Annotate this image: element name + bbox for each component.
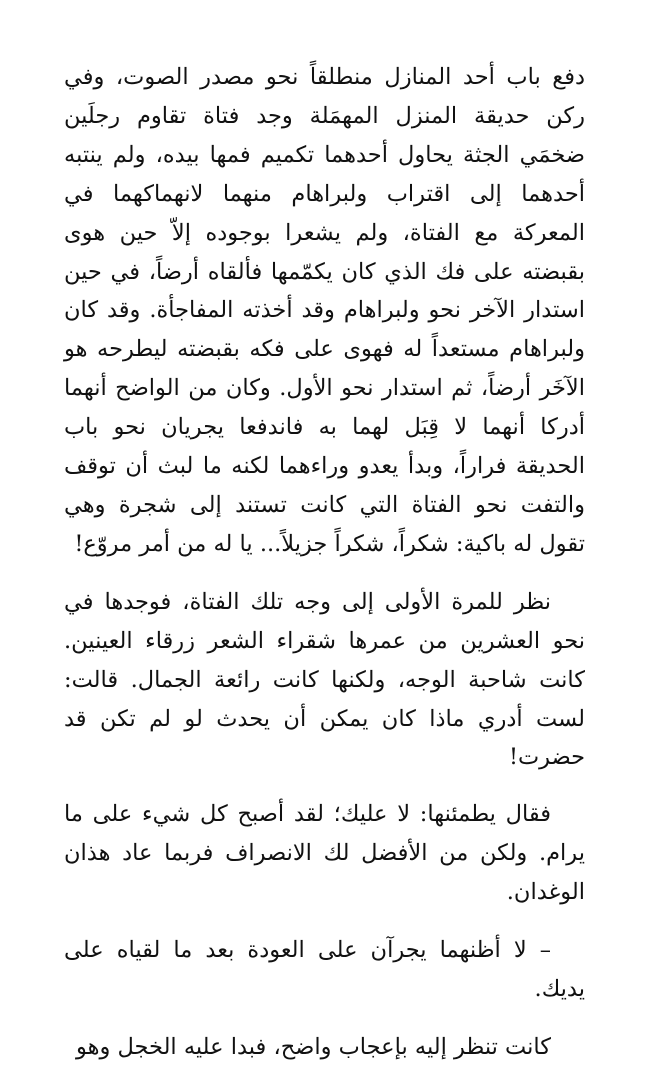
paragraph-3: فقال يطمئنها: لا عليك؛ لقد أصبح كل شيء على ما يرام. ولكن من الأفضل لك الانصراف فربما عاد هذان الوغدان. (64, 801, 585, 906)
paragraph-1: دفع باب أحد المنازل منطلقاً نحو مصدر الصوت، وفي ركن حديقة المنزل المهمَلة وجد فتاة تقاوم رجلَين ضخمَي الجثة يحاول أحدهما تكميم فمها بيده، ولم ينتبه أحدهما إلى اقتراب ولبراهام منهما لانهماكهما في المعركة مع الفتاة، ولم يشعرا بوجوده إلاّ حين هوى بقبضته على فك الذي كان يكمّمها فألقاه أرضاً، في حين استدار الآخر نحو ولبراهام وقد أخذته المفاجأة. وقد كان ولبراهام مستعداً له فهوى على فكه بقبضته ليطرحه هو الآخَر أرضاً، ثم استدار نحو الأول. وكان من الواضح أنهما أدركا أنهما لا قِبَل لهما به فاندفعا يجريان نحو باب الحديقة فراراً، وبدأ يعدو وراءهما لكنه ما لبث أن توقف والتفت نحو الفتاة التي كانت تستند إلى شجرة وهي تقول له باكية: شكراً، شكراً جزيلاً... يا له من أمر مروّع! (64, 64, 585, 557)
paragraph-2: نظر للمرة الأولى إلى وجه تلك الفتاة، فوجدها في نحو العشرين من عمرها شقراء الشعر زرقاء العينين. كانت شاحبة الوجه، ولكنها كانت رائعة الجمال. قالت: لست أدري ماذا كان يمكن أن يحدث لو لم تكن قد حضرت! (64, 588, 585, 771)
paragraph-4: – لا أظنهما يجرآن على العودة بعد ما لقياه على يديك. (64, 937, 585, 1002)
paragraph-5: كانت تنظر إليه بإعجاب واضح، فبدا عليه الخجل وهو (75, 1033, 551, 1060)
